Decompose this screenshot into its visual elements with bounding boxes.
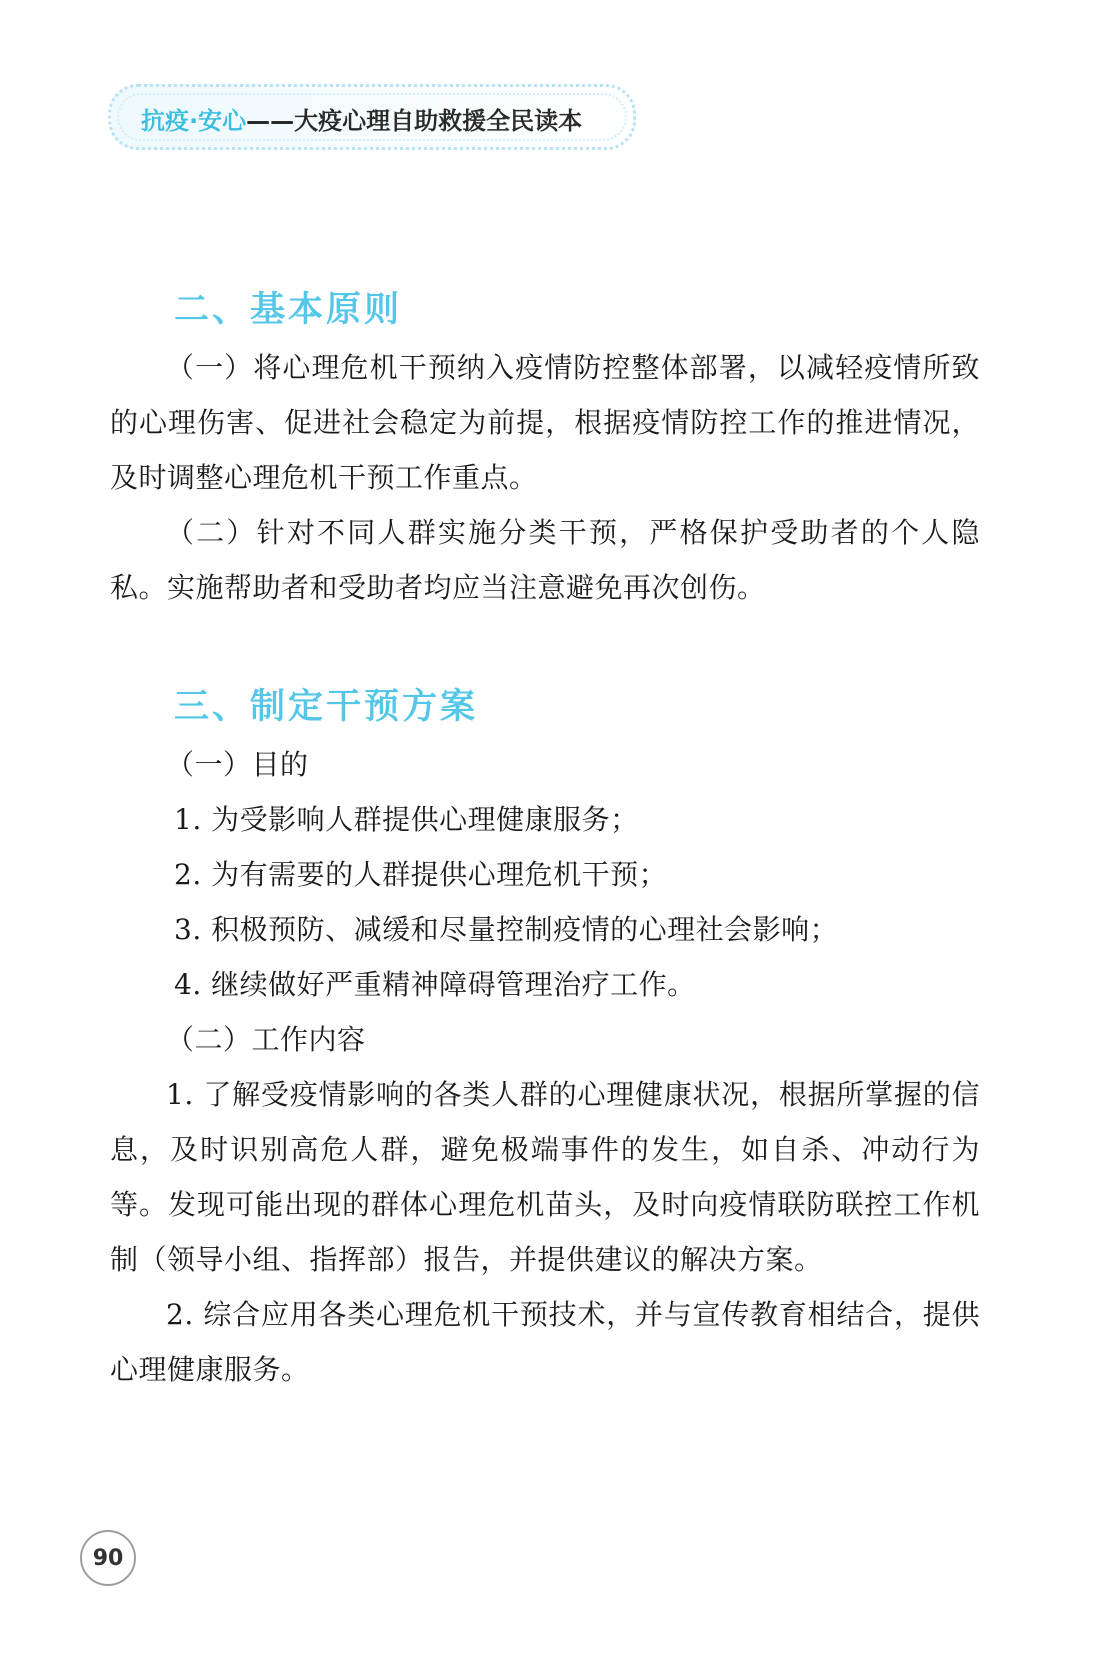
list-item: 2. 为有需要的人群提供心理危机干预；	[174, 858, 668, 891]
section-heading-principles: 二、基本原则	[174, 290, 403, 330]
paragraph: （二）针对不同人群实施分类干预，严格保护受助者的个人隐私。实施帮助者和受助者均应当注意避免再次创伤。	[110, 516, 980, 604]
list-item: 3. 积极预防、减缓和尽量控制疫情的心理社会影响；	[174, 913, 839, 946]
page-number: 90	[80, 1530, 136, 1586]
subheading-purpose: （一）目的	[166, 748, 309, 781]
paragraph: 1. 了解受疫情影响的各类人群的心理健康状况，根据所掌握的信息，及时识别高危人群，避免极端事件的发生，如自杀、冲动行为等。发现可能出现的群体心理危机苗头，及时向疫情联防联控工作机制（领导小组、指挥部）报告，并提供建议的解决方案。	[110, 1078, 980, 1276]
list-item: 1. 为受影响人群提供心理健康服务；	[174, 803, 639, 836]
page-content	[110, 280, 980, 1397]
paragraph: 2. 综合应用各类心理危机干预技术，并与宣传教育相结合，提供心理健康服务。	[110, 1298, 980, 1386]
list-item: 4. 继续做好严重精神障碍管理治疗工作。	[174, 968, 696, 1001]
section-gap	[110, 615, 980, 677]
book-title	[141, 101, 582, 136]
paragraph: （一）将心理危机干预纳入疫情防控整体部署，以减轻疫情所致的心理伤害、促进社会稳定为前提，根据疫情防控工作的推进情况，及时调整心理危机干预工作重点。	[110, 351, 980, 494]
subheading-work: （二）工作内容	[166, 1023, 366, 1056]
book-title-part2: ——大疫心理自助救援全民读本	[246, 107, 583, 135]
section-heading-plan: 三、制定干预方案	[174, 687, 479, 727]
header-banner	[108, 84, 636, 150]
book-title-part1: 抗疫·安心	[141, 107, 247, 135]
